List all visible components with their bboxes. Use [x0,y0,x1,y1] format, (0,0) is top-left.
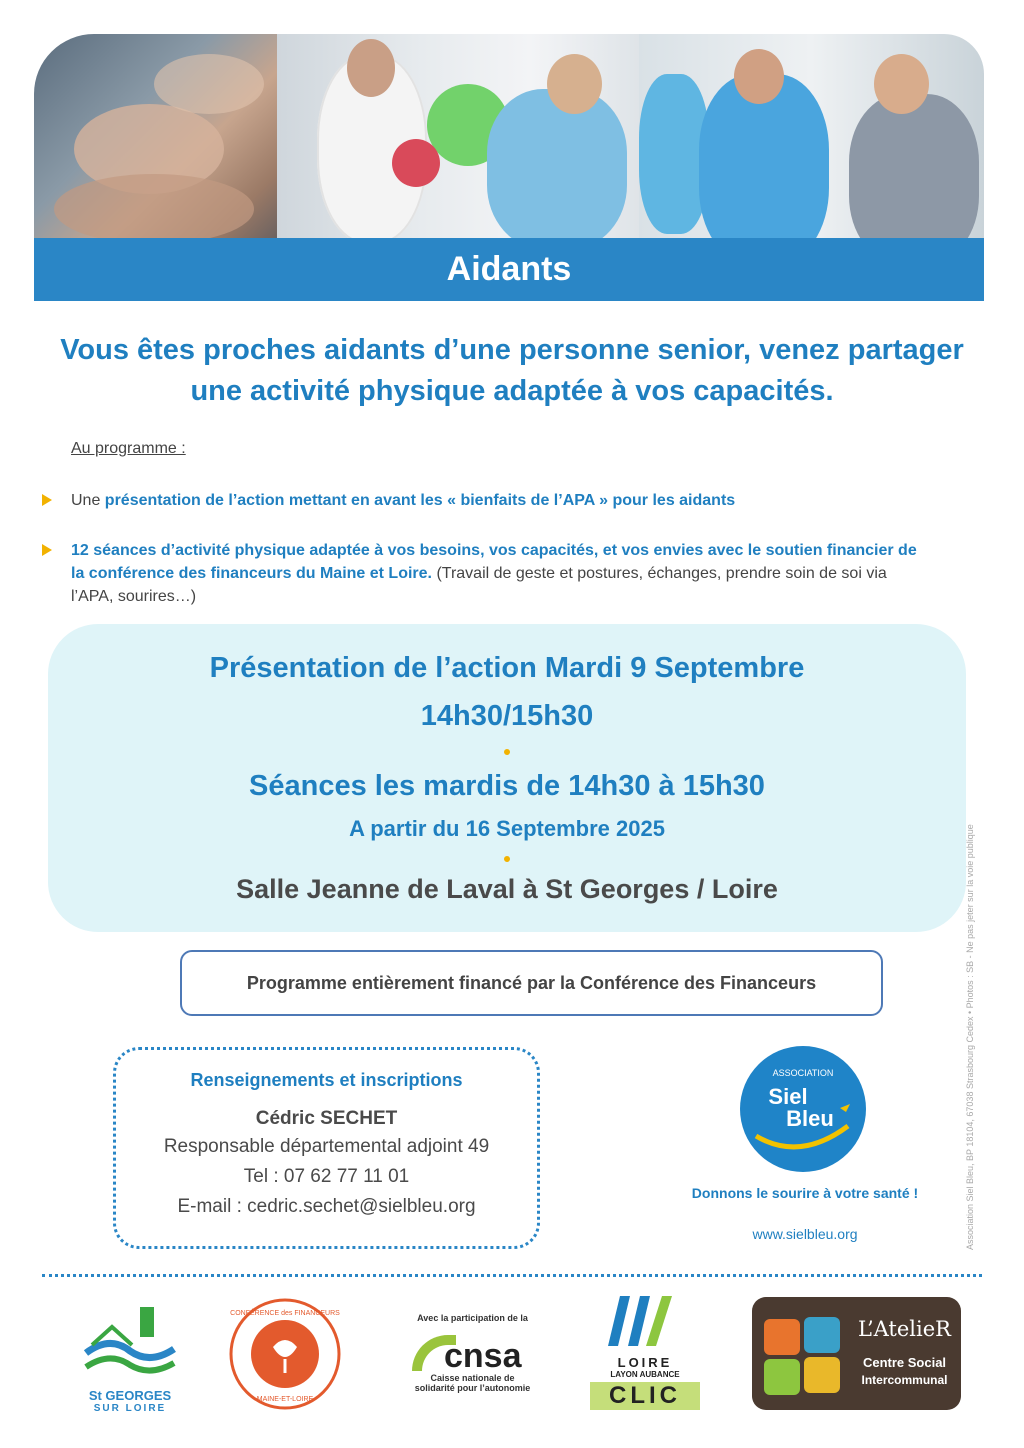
clic-line3: CLIC [590,1382,700,1410]
logo-clic [590,1292,700,1416]
logo-conference-financeurs [228,1297,342,1411]
program-item-presentation [42,489,932,512]
contact-name: Cédric SECHET [255,1108,398,1129]
atelier-hands-icon [760,1309,848,1399]
title-band [34,238,984,301]
separator-dot-icon [504,856,510,862]
svg-text:Siel: Siel [768,1084,808,1109]
sessions-time: Séances les mardis de 14h30 à 15h30 [249,770,765,802]
cnsa-intro: Avec la participation de la [417,1313,528,1323]
separator-dot-icon [504,749,510,755]
st-georges-emblem-icon [80,1305,180,1383]
presentation-date: Présentation de l’action Mardi 9 Septembre [209,652,805,684]
footer-separator [42,1274,982,1277]
st-georges-sub: SUR LOIRE [93,1403,167,1414]
program-item-highlight: 12 séances d’activité physique adaptée à vos besoins, vos capacités, et vos envies avec le soutien financier de la conférence des financeurs du Maine et Loire. [71,542,917,582]
program-item-highlight: présentation de l’action mettant en avant les « bienfaits de l’APA » pour les aidants [104,492,736,509]
cnsa-sub1: Caisse nationale de [430,1373,515,1383]
funding-text: Programme entièrement financé par la Conférence des Financeurs [246,972,817,993]
sessions-start: A partir du 16 Septembre 2025 [349,816,665,841]
headline: Vous êtes proches aidants d’une personne senior, venez partager une activité physique adaptée à vos capacités. [60,334,964,408]
cnsa-sub2: solidarité pour l’autonomie [414,1383,531,1393]
side-note: Association Siel Bleu, BP 18104, 67038 Strasbourg Cedex • Photos : SB - Ne pas jeter sur la voie publique [965,824,975,1250]
page-title: Aidants [446,250,572,288]
svg-text:MAINE-ET-LOIRE: MAINE-ET-LOIRE [256,1396,314,1403]
funding-box [180,950,883,1016]
clic-line1: LOIRE [617,1355,673,1370]
contact-box [113,1047,540,1249]
logo-atelier [752,1297,961,1410]
bullet-triangle-icon [42,544,52,556]
schedule-box [48,624,966,932]
header-photo-strip [34,34,984,301]
siel-bleu-website[interactable]: www.sielbleu.org [752,1226,858,1242]
bullet-triangle-icon [42,494,52,506]
clic-emblem-icon [590,1292,700,1350]
program-item-sessions [42,539,932,608]
atelier-sub2: Intercommunal [861,1373,948,1387]
clic-line2: LAYON AUBANCE [610,1370,680,1379]
contact-title: Renseignements et inscriptions [190,1070,463,1090]
siel-bleu-logo [736,1044,870,1174]
cnsa-name: cnsa [444,1337,522,1375]
program-label: Au programme : [71,440,186,457]
svg-text:CONFÉRENCE des FINANCEURS: CONFÉRENCE des FINANCEURS [230,1310,340,1317]
program-item-rest: (Travail de geste et postures, échanges, prendre soin de soi via l’APA, sourires…) [71,565,887,605]
logo-cnsa [410,1313,535,1413]
logo-st-georges [80,1305,180,1415]
atelier-sub1: Centre Social [862,1355,947,1370]
location: Salle Jeanne de Laval à St Georges / Loire [236,874,778,904]
contact-role: Responsable départemental adjoint 49 [163,1136,490,1157]
program-item-prefix: Une [71,492,105,509]
presentation-time: 14h30/15h30 [420,700,594,732]
contact-phone[interactable]: Tel : 07 62 77 11 01 [243,1166,410,1187]
svg-text:Bleu: Bleu [786,1106,834,1131]
st-georges-name: St GEORGES [88,1388,172,1403]
siel-bleu-slogan: Donnons le sourire à votre santé ! [691,1185,919,1201]
svg-text:ASSOCIATION: ASSOCIATION [772,1068,834,1078]
contact-email[interactable]: E-mail : cedric.sechet@sielbleu.org [177,1196,476,1217]
atelier-title: L’AtelieR [858,1317,951,1341]
